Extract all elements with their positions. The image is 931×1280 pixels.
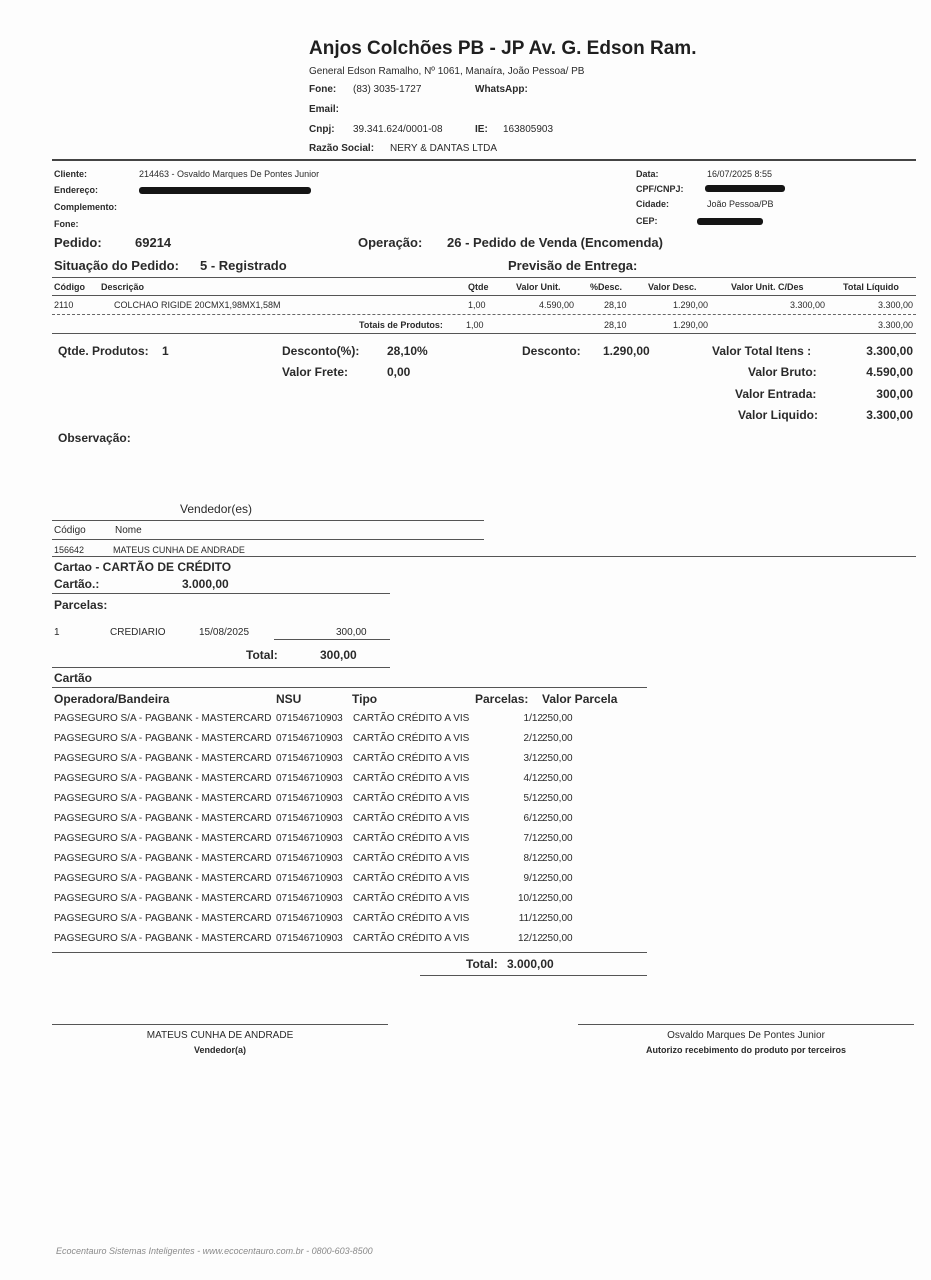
desconto-pct-value: 28,10% [387, 344, 428, 358]
cell-operadora: PAGSEGURO S/A - PAGBANK - MASTERCARD [54, 713, 272, 724]
col-operadora: Operadora/Bandeira [54, 692, 170, 706]
cell-valor: 250,00 [542, 853, 573, 864]
cell-parcela: 9/12 [523, 873, 543, 884]
complemento-label: Complemento: [54, 202, 117, 212]
pedido-value: 69214 [135, 235, 172, 250]
item-pdesc: 28,10 [604, 300, 627, 310]
email-label: Email: [309, 104, 340, 115]
valor-frete-value: 0,00 [387, 365, 411, 379]
cell-tipo: CARTÃO CRÉDITO A VIS [353, 833, 470, 844]
table-row [54, 793, 594, 813]
redacted-address [139, 187, 311, 194]
table-row [54, 753, 594, 773]
cartao-rows-bottom-line [52, 952, 647, 953]
cell-valor: 250,00 [542, 893, 573, 904]
situacao-label: Situação do Pedido: [54, 258, 179, 273]
table-row [54, 813, 594, 833]
cpf-label: CPF/CNPJ: [636, 184, 684, 194]
items-dash-divider [52, 314, 916, 315]
ie-label: IE: [475, 124, 488, 135]
cidade-label: Cidade: [636, 199, 670, 209]
cell-operadora: PAGSEGURO S/A - PAGBANK - MASTERCARD [54, 793, 272, 804]
cartao-credito-title: Cartao - CARTÃO DE CRÉDITO [54, 560, 232, 574]
col-parcelas: Parcelas: [475, 692, 529, 706]
cell-nsu: 071546710903 [276, 793, 343, 804]
desconto-value: 1.290,00 [603, 344, 650, 358]
cliente-label: Cliente: [54, 169, 88, 179]
cell-operadora: PAGSEGURO S/A - PAGBANK - MASTERCARD [54, 873, 272, 884]
valor-bruto-label: Valor Bruto: [748, 365, 817, 379]
qtde-produtos-label: Qtde. Produtos: [58, 344, 149, 358]
observacao-label: Observação: [58, 431, 131, 445]
totais-total-liquido: 3.300,00 [877, 320, 913, 330]
col-tipo: Tipo [352, 692, 378, 706]
table-row [54, 893, 594, 913]
cell-parcela: 8/12 [523, 853, 543, 864]
cell-nsu: 071546710903 [276, 913, 343, 924]
valor-total-itens-value: 3.300,00 [866, 344, 913, 358]
operacao-label: Operação: [358, 235, 423, 250]
cell-parcela: 4/12 [523, 773, 543, 784]
vendedor-signature-name: MATEUS CUNHA DE ANDRADE [146, 1030, 294, 1041]
data-label: Data: [636, 169, 659, 179]
table-row [54, 713, 594, 733]
parcela-data: 15/08/2025 [199, 627, 250, 638]
items-top-divider [52, 277, 916, 278]
cell-tipo: CARTÃO CRÉDITO A VIS [353, 753, 470, 764]
valor-bruto-value: 4.590,00 [866, 365, 913, 379]
situacao-value: 5 - Registrado [200, 258, 287, 273]
col-valor-unit-cdes: Valor Unit. C/Des [731, 282, 804, 292]
item-qtde: 1,00 [468, 300, 486, 310]
cell-tipo: CARTÃO CRÉDITO A VIS [353, 813, 470, 824]
table-row [54, 773, 594, 793]
item-valor-unit-cdes: 3.300,00 [789, 300, 825, 310]
cell-operadora: PAGSEGURO S/A - PAGBANK - MASTERCARD [54, 853, 272, 864]
items-header-divider [52, 295, 916, 296]
col-pdesc: %Desc. [590, 282, 623, 292]
ie-value: 163805903 [503, 124, 554, 135]
phone-label: Fone: [309, 84, 337, 95]
parcelas-label: Parcelas: [54, 598, 108, 612]
cell-nsu: 071546710903 [276, 813, 343, 824]
totais-label: Totais de Produtos: [359, 320, 443, 330]
desconto-label: Desconto: [522, 344, 581, 358]
item-descricao: COLCHAO RIGIDE 20CMX1,98MX1,58M [114, 300, 281, 310]
totais-qtde: 1,00 [466, 320, 484, 330]
col-total-liquido: Total Líquido [843, 282, 899, 292]
cell-tipo: CARTÃO CRÉDITO A VIS [353, 913, 470, 924]
previsao-label: Previsão de Entrega: [508, 258, 638, 273]
cell-parcela: 6/12 [523, 813, 543, 824]
vendedor-codigo: 156642 [54, 545, 85, 555]
cell-operadora: PAGSEGURO S/A - PAGBANK - MASTERCARD [54, 813, 272, 824]
cnpj-value: 39.341.624/0001-08 [353, 124, 443, 135]
vendedor-signature-line [52, 1024, 388, 1025]
vendedor-codigo-header: Código [54, 525, 86, 536]
cell-tipo: CARTÃO CRÉDITO A VIS [353, 793, 470, 804]
parcela-tipo: CREDIARIO [110, 627, 166, 638]
cell-parcela: 3/12 [523, 753, 543, 764]
cartao-total-value: 3.000,00 [507, 957, 554, 971]
valor-liquido-label: Valor Liquido: [738, 408, 818, 422]
col-valor-parcela: Valor Parcela [542, 692, 618, 706]
cidade-value: João Pessoa/PB [707, 199, 774, 209]
cell-nsu: 071546710903 [276, 893, 343, 904]
cell-tipo: CARTÃO CRÉDITO A VIS [353, 873, 470, 884]
valor-entrada-value: 300,00 [876, 387, 913, 401]
table-row [54, 833, 594, 853]
cell-nsu: 071546710903 [276, 733, 343, 744]
parcela-sum-line [274, 639, 390, 640]
item-total-liquido: 3.300,00 [877, 300, 913, 310]
company-name: Anjos Colchões PB - JP Av. G. Edson Ram. [309, 38, 697, 59]
col-qtde: Qtde [468, 282, 489, 292]
cell-tipo: CARTÃO CRÉDITO A VIS [353, 853, 470, 864]
totais-pdesc: 28,10 [604, 320, 627, 330]
cartao-credito-line [52, 593, 390, 594]
cell-valor: 250,00 [542, 733, 573, 744]
cell-parcela: 5/12 [523, 793, 543, 804]
cell-nsu: 071546710903 [276, 873, 343, 884]
cliente-signature-line [578, 1024, 914, 1025]
vendedores-top-line [52, 520, 484, 521]
cell-operadora: PAGSEGURO S/A - PAGBANK - MASTERCARD [54, 933, 272, 944]
valor-total-itens-label: Valor Total Itens : [712, 344, 812, 358]
cell-valor: 250,00 [542, 713, 573, 724]
desconto-pct-label: Desconto(%): [282, 344, 360, 358]
whatsapp-label: WhatsApp: [475, 84, 528, 95]
fone-label: Fone: [54, 219, 79, 229]
cell-tipo: CARTÃO CRÉDITO A VIS [353, 893, 470, 904]
data-value: 16/07/2025 8:55 [707, 169, 773, 179]
cell-valor: 250,00 [542, 813, 573, 824]
cell-valor: 250,00 [542, 933, 573, 944]
cliente-value: 214463 - Osvaldo Marques De Pontes Junior [139, 169, 320, 179]
cell-operadora: PAGSEGURO S/A - PAGBANK - MASTERCARD [54, 893, 272, 904]
vendedor-nome-header: Nome [115, 525, 142, 536]
col-valor-unit: Valor Unit. [516, 282, 561, 292]
pedido-label: Pedido: [54, 235, 102, 250]
parcela-total-label: Total: [246, 648, 278, 662]
cell-operadora: PAGSEGURO S/A - PAGBANK - MASTERCARD [54, 833, 272, 844]
cell-valor: 250,00 [542, 773, 573, 784]
cell-operadora: PAGSEGURO S/A - PAGBANK - MASTERCARD [54, 753, 272, 764]
qtde-produtos-value: 1 [162, 344, 169, 358]
cartao-total-line [420, 975, 647, 976]
cartao-total-label: Total: [466, 957, 498, 971]
cartao-valor: 3.000,00 [182, 577, 229, 591]
footer-text: Ecocentauro Sistemas Inteligentes - www.ecocentauro.com.br - 0800-603-8500 [56, 1246, 373, 1256]
cliente-signature-role: Autorizo recebimento do produto por terceiros [645, 1045, 846, 1055]
valor-entrada-label: Valor Entrada: [735, 387, 817, 401]
vendedor-signature-role: Vendedor(a) [193, 1045, 246, 1055]
col-nsu: NSU [276, 692, 302, 706]
cell-parcela: 2/12 [523, 733, 543, 744]
vendedores-bottom-line [52, 556, 916, 557]
operacao-value: 26 - Pedido de Venda (Encomenda) [447, 235, 663, 250]
totais-valor-desc: 1.290,00 [672, 320, 708, 330]
cell-nsu: 071546710903 [276, 773, 343, 784]
phone-value: (83) 3035-1727 [353, 84, 422, 95]
cell-operadora: PAGSEGURO S/A - PAGBANK - MASTERCARD [54, 733, 272, 744]
redacted-cep [697, 218, 763, 225]
cartao-label: Cartão.: [54, 577, 100, 591]
cell-nsu: 071546710903 [276, 753, 343, 764]
valor-frete-label: Valor Frete: [282, 365, 349, 379]
cartao-title: Cartão [54, 671, 93, 685]
razao-value: NERY & DANTAS LTDA [390, 143, 498, 154]
vendedores-title: Vendedor(es) [180, 502, 253, 516]
cell-parcela: 1/12 [523, 713, 543, 724]
cell-nsu: 071546710903 [276, 853, 343, 864]
cell-tipo: CARTÃO CRÉDITO A VIS [353, 773, 470, 784]
table-row [54, 913, 594, 933]
cell-valor: 250,00 [542, 873, 573, 884]
cliente-signature-name: Osvaldo Marques De Pontes Junior [667, 1030, 825, 1041]
cnpj-label: Cnpj: [309, 124, 335, 135]
cell-parcela: 10/12 [517, 893, 543, 904]
cell-parcela: 12/12 [517, 933, 543, 944]
col-valor-desc: Valor Desc. [648, 282, 697, 292]
vendedor-nome: MATEUS CUNHA DE ANDRADE [113, 545, 245, 555]
item-valor-desc: 1.290,00 [672, 300, 708, 310]
vendedores-header-line [52, 539, 484, 540]
cell-valor: 250,00 [542, 833, 573, 844]
cell-tipo: CARTÃO CRÉDITO A VIS [353, 713, 470, 724]
redacted-cpf [705, 185, 785, 192]
company-address: General Edson Ramalho, Nº 1061, Manaíra, João Pessoa/ PB [309, 66, 585, 77]
col-codigo: Código [54, 282, 85, 292]
cell-tipo: CARTÃO CRÉDITO A VIS [353, 733, 470, 744]
parcela-valor: 300,00 [336, 627, 367, 638]
cell-tipo: CARTÃO CRÉDITO A VIS [353, 933, 470, 944]
cell-operadora: PAGSEGURO S/A - PAGBANK - MASTERCARD [54, 913, 272, 924]
cep-label: CEP: [636, 216, 658, 226]
razao-label: Razão Social: [309, 143, 375, 154]
item-valor-unit: 4.590,00 [538, 300, 574, 310]
table-row [54, 873, 594, 893]
cartao-divider [52, 667, 390, 668]
cell-valor: 250,00 [542, 753, 573, 764]
cell-valor: 250,00 [542, 913, 573, 924]
parcela-num: 1 [54, 627, 60, 638]
cell-parcela: 7/12 [523, 833, 543, 844]
cell-operadora: PAGSEGURO S/A - PAGBANK - MASTERCARD [54, 773, 272, 784]
table-row [54, 733, 594, 753]
table-row [54, 853, 594, 873]
cell-valor: 250,00 [542, 793, 573, 804]
valor-liquido-value: 3.300,00 [866, 408, 913, 422]
col-descricao: Descrição [101, 282, 145, 292]
cell-nsu: 071546710903 [276, 833, 343, 844]
cell-parcela: 11/12 [518, 913, 543, 924]
parcela-total-value: 300,00 [320, 648, 357, 662]
item-codigo: 2110 [54, 300, 74, 310]
header-divider [52, 159, 916, 161]
endereco-label: Endereço: [54, 185, 99, 195]
cartao-title-line [52, 687, 647, 688]
items-bottom-divider [52, 333, 916, 334]
cell-nsu: 071546710903 [276, 713, 343, 724]
cell-nsu: 071546710903 [276, 933, 343, 944]
table-row [54, 933, 594, 953]
